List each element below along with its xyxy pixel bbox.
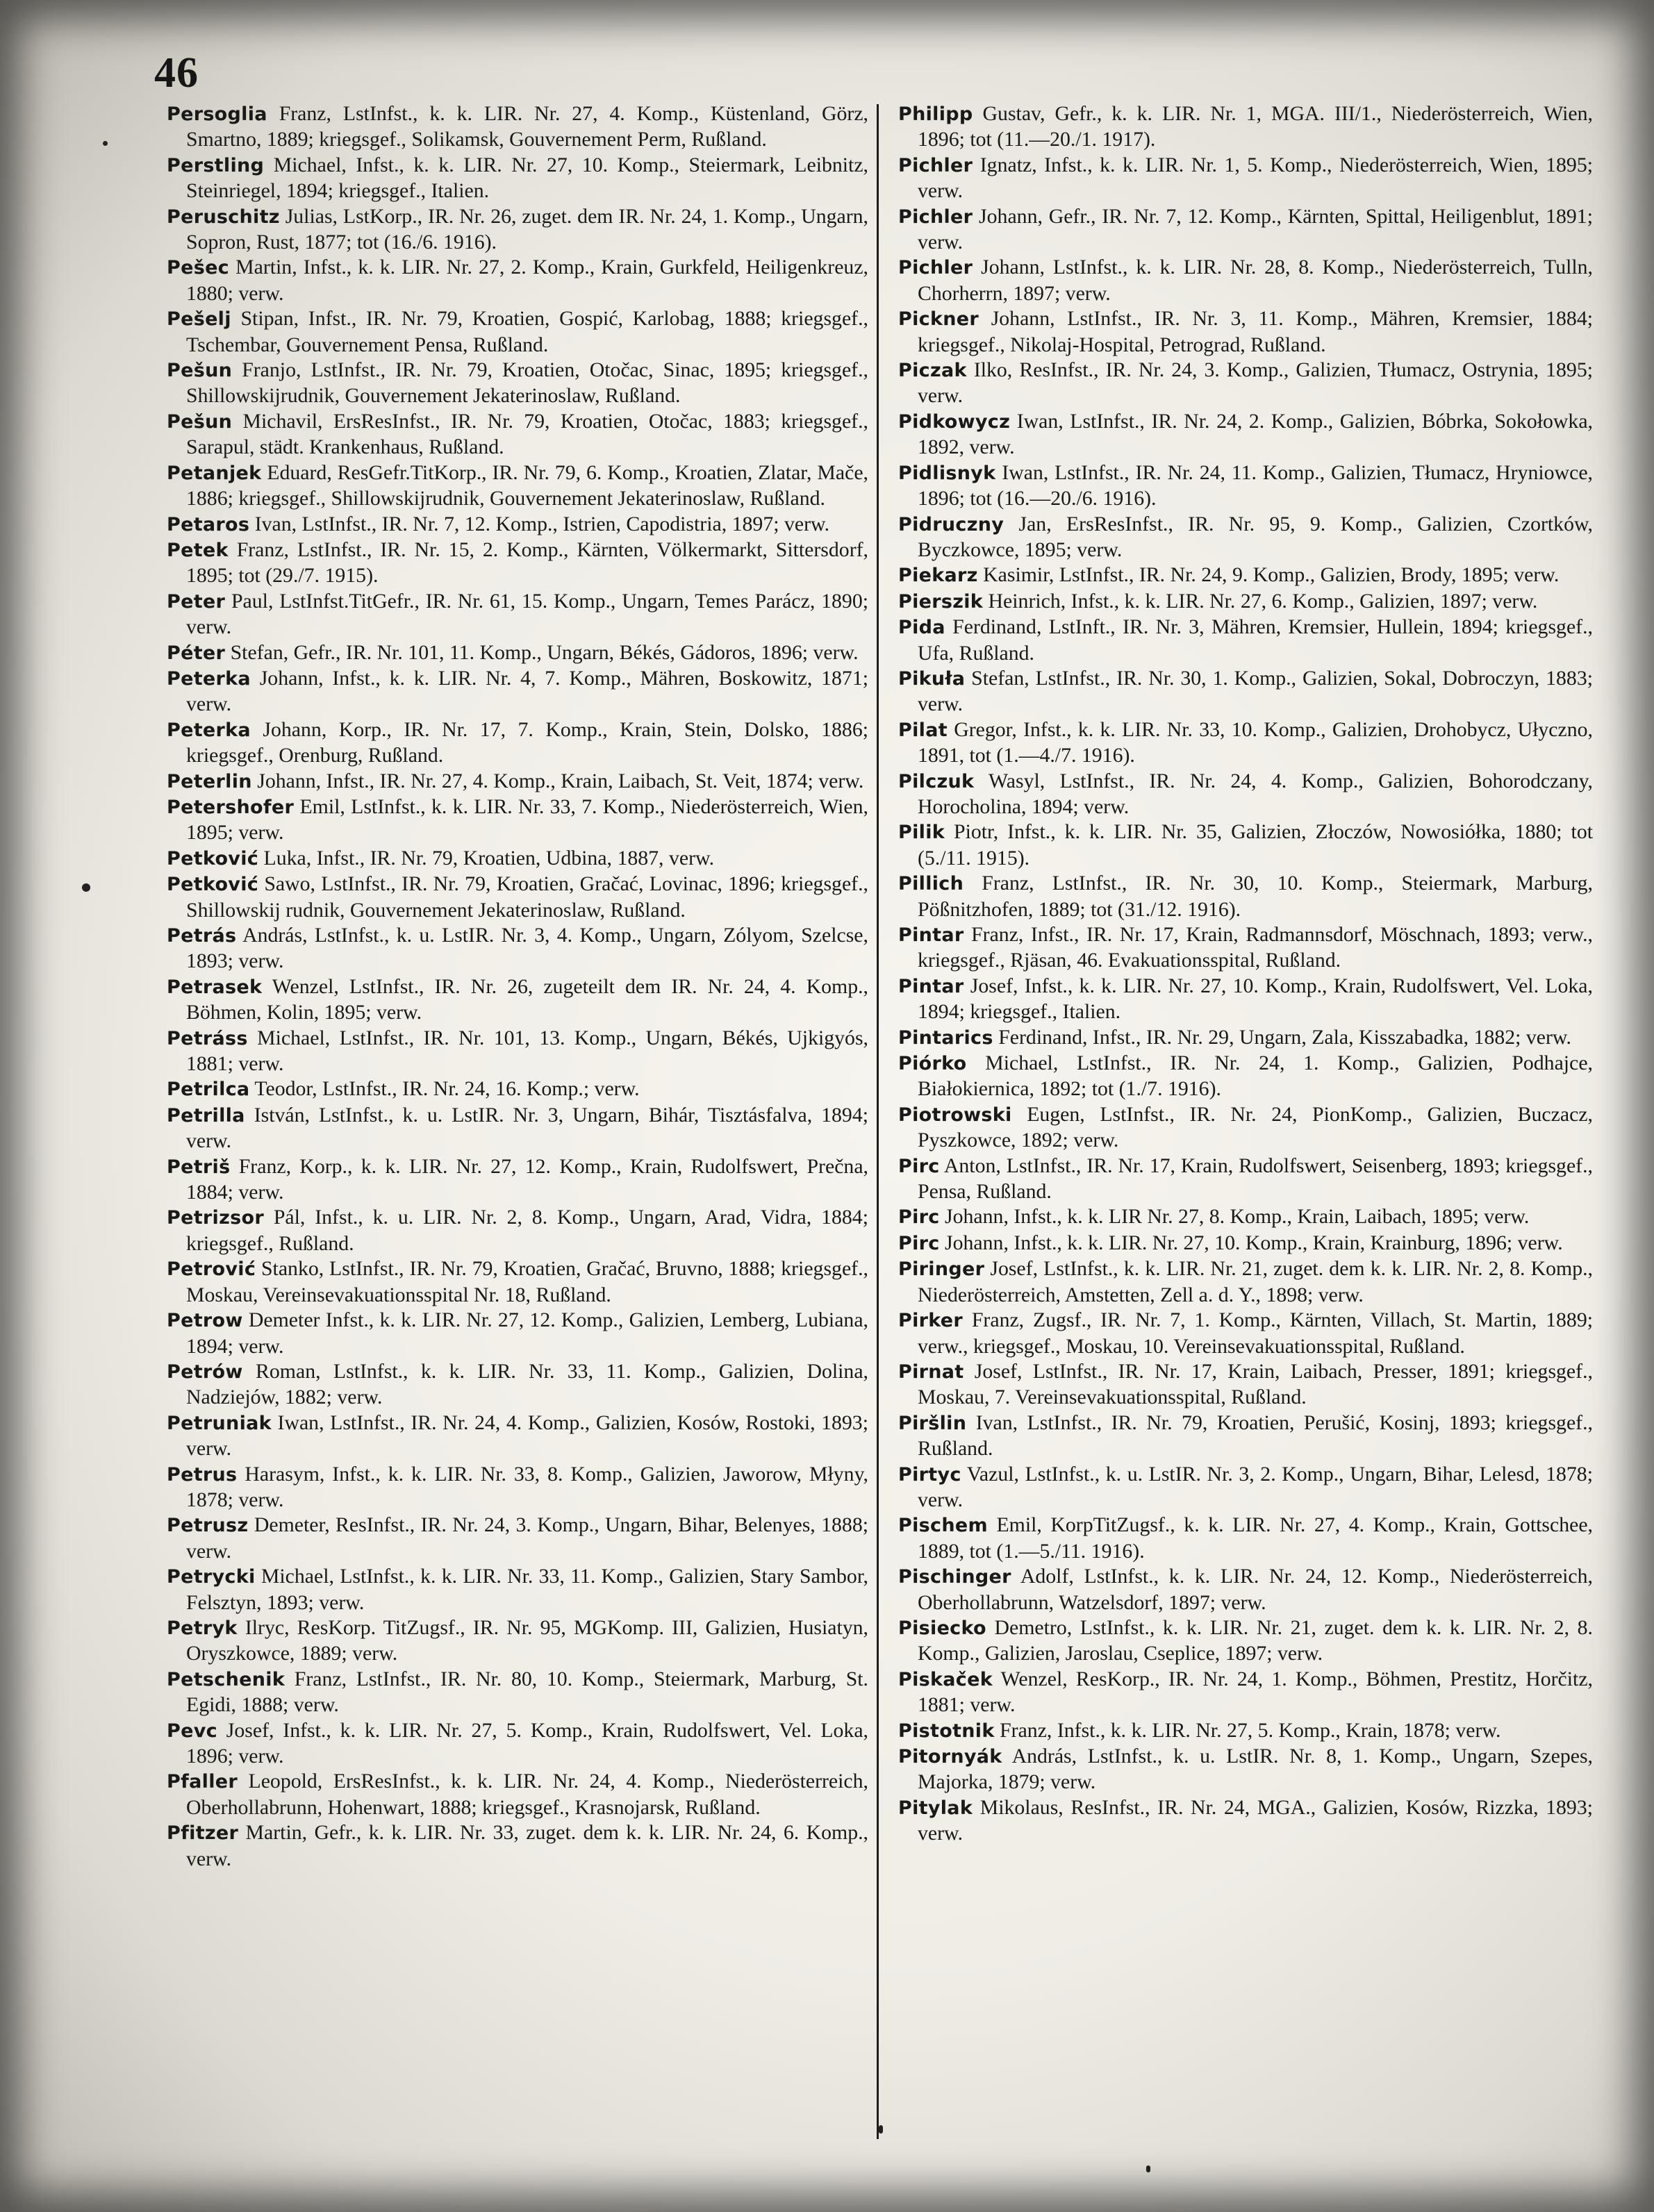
- entry-surname: Petrow: [167, 1310, 243, 1332]
- entry-details: Stefan, Gefr., IR. Nr. 101, 11. Komp., Ungarn, Békés, Gádoros, 1896; verw.: [230, 640, 859, 664]
- entry-details: Michael, LstInfst., IR. Nr. 101, 13. Komp., Ungarn, Békés, Ujkigyós, 1881; verw.: [186, 1026, 869, 1076]
- entry-surname: Petschenik: [167, 1668, 286, 1690]
- entry-details: Franz, Korp., k. k. LIR. Nr. 27, 12. Komp., Krain, Rudolfswert, Prečna, 1884; verw.: [186, 1154, 868, 1204]
- register-entry: [167, 640, 868, 666]
- entry-details: Piotr, Infst., k. k. LIR. Nr. 35, Galizien, Złoczów, Nowosiółka, 1880; tot (5./11. 1915).: [918, 820, 1593, 870]
- entry-surname: Pešun: [167, 410, 233, 433]
- register-entry: [167, 1411, 868, 1462]
- register-entry: [898, 1667, 1593, 1718]
- left-column: [167, 101, 868, 1872]
- register-entry: [167, 1154, 868, 1206]
- entry-surname: Pirc: [898, 1155, 940, 1177]
- entry-details: Franz, LstInfst., k. k. LIR. Nr. 27, 4. Komp., Küstenland, Görz, Smartno, 1889; kriegsgef., Solikamsk, Gouvernement Perm, Rußland.: [186, 102, 868, 151]
- entry-surname: Pešec: [167, 257, 229, 279]
- entry-surname: Pfitzer: [167, 1822, 239, 1845]
- entry-surname: Peterka: [167, 719, 251, 741]
- register-entry: [167, 153, 868, 204]
- register-entry: [898, 1256, 1593, 1308]
- register-entry: [898, 460, 1593, 512]
- register-entry: [167, 846, 868, 872]
- register-entry: [167, 795, 868, 846]
- register-entry: [898, 255, 1593, 306]
- entry-surname: Pirtyc: [898, 1463, 961, 1486]
- entry-surname: Piskaček: [898, 1668, 993, 1690]
- entry-details: Franjo, LstInfst., IR. Nr. 79, Kroatien, Otočac, Sinac, 1895; kriegsgef., Shillowskijrudnik, Gouvernement Jekaterinoslaw, Rußland.: [186, 358, 869, 408]
- right-column: [898, 101, 1593, 1847]
- entry-details: Michael, LstInfst., IR. Nr. 24, 1. Komp., Galizien, Podhajce, Białokiernica, 1892; tot (1./7. 1916).: [918, 1051, 1593, 1101]
- register-entry: [167, 1769, 868, 1820]
- entry-surname: Petrycki: [167, 1566, 256, 1588]
- entry-details: Josef, Infst., k. k. LIR. Nr. 27, 10. Komp., Krain, Rudolfswert, Vel. Loka, 1894; kriegsgef., Italien.: [918, 974, 1593, 1024]
- entry-details: Johann, Infst., IR. Nr. 27, 4. Komp., Krain, Laibach, St. Veit, 1874; verw.: [257, 769, 864, 792]
- entry-surname: Pichler: [898, 154, 973, 176]
- register-entry: [167, 1359, 868, 1411]
- ink-speck: [879, 2125, 883, 2134]
- entry-details: Franz, Zugsf., IR. Nr. 7, 1. Komp., Kärnten, Villach, St. Martin, 1889; verw., kriegsgef., Moskau, 10. Vereinsevakuationsspital, Rußland.: [918, 1308, 1593, 1358]
- entry-surname: Piekarz: [898, 565, 978, 587]
- entry-details: Franz, Infst., k. k. LIR. Nr. 27, 5. Komp., Krain, 1878; verw.: [1000, 1718, 1501, 1742]
- entry-surname: Pirc: [898, 1232, 940, 1254]
- entry-surname: Petráss: [167, 1027, 248, 1049]
- register-entry: [167, 769, 868, 795]
- register-entry: [898, 666, 1593, 717]
- entry-details: Ivan, LstInfst., IR. Nr. 7, 12. Komp., Istrien, Capodistria, 1897; verw.: [254, 512, 830, 535]
- entry-surname: Pistotnik: [898, 1720, 995, 1742]
- entry-surname: Pilik: [898, 822, 945, 844]
- entry-details: Franz, LstInfst., IR. Nr. 30, 10. Komp., Steiermark, Marburg, Pößnitzhofen, 1889; tot (31./12. 1916).: [918, 872, 1593, 921]
- entry-details: Demetro, LstInfst., k. k. LIR. Nr. 21, zuget. dem k. k. LIR. Nr. 2, 8. Komp., Galizien, Jaroslau, Cseplice, 1897; verw.: [918, 1615, 1593, 1665]
- entry-surname: Pirc: [898, 1206, 940, 1229]
- entry-details: Stanko, LstInfst., IR. Nr. 79, Kroatien, Gračać, Bruvno, 1888; kriegsgef., Moskau, Vereinsevakuationsspital Nr. 18, Rußland.: [186, 1257, 868, 1306]
- register-entry: [167, 974, 868, 1026]
- entry-details: Johann, LstInfst., k. k. LIR. Nr. 28, 8. Komp., Niederösterreich, Tulln, Chorherrn, 1897; verw.: [918, 256, 1594, 305]
- entry-details: Johann, Infst., k. k. LIR Nr. 27, 8. Komp., Krain, Laibach, 1895; verw.: [945, 1205, 1530, 1229]
- entry-surname: Petković: [167, 847, 259, 870]
- entry-surname: Petrilca: [167, 1079, 250, 1101]
- register-entry: [898, 101, 1593, 153]
- register-entry: [898, 871, 1593, 922]
- register-entry: [898, 306, 1593, 358]
- register-entry: [167, 872, 868, 923]
- entry-details: Leopold, ErsResInfst., k. k. LIR. Nr. 24, 4. Komp., Niederösterreich, Oberhollabrunn, Hohenwart, 1888; kriegsgef., Krasnojarsk, Rußland.: [186, 1770, 868, 1819]
- register-entry: [167, 409, 868, 460]
- register-entry: [167, 512, 868, 538]
- entry-details: Wasyl, LstInfst., IR. Nr. 24, 4. Komp., Galizien, Bohorodczany, Horocholina, 1894; verw.: [918, 769, 1594, 818]
- entry-details: Paul, LstInfst.TitGefr., IR. Nr. 61, 15. Komp., Ungarn, Temes Parácz, 1890; verw.: [186, 589, 868, 639]
- entry-details: Eugen, LstInfst., IR. Nr. 24, PionKomp., Galizien, Buczacz, Pyszkowce, 1892; verw.: [918, 1102, 1593, 1152]
- entry-details: Gustav, Gefr., k. k. LIR. Nr. 1, MGA. III/1., Niederösterreich, Wien, 1896; tot (11.—20./1. 1917).: [918, 102, 1593, 151]
- register-entry: [898, 1718, 1593, 1744]
- register-entry: [167, 1205, 868, 1256]
- entry-surname: Pichler: [898, 257, 973, 279]
- entry-surname: Pintarics: [898, 1026, 993, 1049]
- entry-details: Heinrich, Infst., k. k. LIR. Nr. 27, 6. Komp., Galizien, 1897; verw.: [988, 589, 1538, 613]
- entry-surname: Pilczuk: [898, 770, 975, 792]
- entry-details: András, LstInfst., k. u. LstIR. Nr. 3, 4. Komp., Ungarn, Zólyom, Szelcse, 1893; verw.: [186, 924, 868, 973]
- entry-details: Johann, Infst., k. k. LIR. Nr. 4, 7. Komp., Mähren, Boskowitz, 1871; verw.: [186, 666, 868, 716]
- entry-surname: Petrás: [167, 925, 237, 947]
- register-entry: [898, 1102, 1593, 1154]
- entry-surname: Pirker: [898, 1310, 964, 1332]
- register-entry: [898, 409, 1593, 460]
- entry-surname: Pešelj: [167, 308, 231, 331]
- register-entry: [167, 666, 868, 717]
- register-entry: [167, 1256, 868, 1308]
- entry-details: Wenzel, ResKorp., IR. Nr. 24, 1. Komp., Böhmen, Prestitz, Horčitz, 1881; verw.: [918, 1667, 1593, 1717]
- entry-surname: Perstling: [167, 154, 265, 176]
- register-entry: [898, 512, 1593, 563]
- entry-details: Franz, LstInfst., IR. Nr. 15, 2. Komp., Kärnten, Völkermarkt, Sittersdorf, 1895; tot (29./7. 1915).: [186, 538, 868, 588]
- ink-speck: [103, 141, 108, 146]
- entry-surname: Petek: [167, 539, 229, 561]
- entry-details: Adolf, LstInfst., k. k. LIR. Nr. 24, 12. Komp., Niederösterreich, Oberhollabrunn, Watzelsdorf, 1897; verw.: [918, 1565, 1593, 1614]
- entry-details: Ferdinand, Infst., IR. Nr. 29, Ungarn, Zala, Kisszabadka, 1882; verw.: [998, 1025, 1571, 1049]
- entry-surname: Petriš: [167, 1156, 231, 1178]
- entry-details: Josef, Infst., k. k. LIR. Nr. 27, 5. Komp., Krain, Rudolfswert, Vel. Loka, 1896; verw.: [186, 1718, 868, 1768]
- entry-details: Ferdinand, LstInft., IR. Nr. 3, Mähren, Kremsier, Hullein, 1894; kriegsgef., Ufa, Rußland.: [918, 615, 1593, 665]
- register-entry: [898, 922, 1593, 974]
- register-entry: [898, 1462, 1593, 1513]
- register-entry: [898, 717, 1593, 769]
- register-entry: [167, 1513, 868, 1564]
- entry-surname: Piczak: [898, 360, 967, 382]
- entry-surname: Petrów: [167, 1361, 243, 1383]
- register-entry: [167, 204, 868, 256]
- register-entry: [898, 589, 1593, 615]
- entry-surname: Pevc: [167, 1720, 217, 1742]
- entry-surname: Philipp: [898, 103, 973, 125]
- register-entry: [898, 1308, 1593, 1359]
- entry-surname: Pfaller: [167, 1771, 238, 1793]
- register-entry: [167, 1820, 868, 1872]
- entry-surname: Petrasek: [167, 976, 263, 998]
- entry-details: Josef, LstInfst., k. k. LIR. Nr. 21, zuget. dem k. k. LIR. Nr. 2, 8. Komp., Niederösterreich, Amstetten, Zell a. d. Y., 1898; verw.: [918, 1257, 1593, 1306]
- entry-details: Johann, Gefr., IR. Nr. 7, 12. Komp., Kärnten, Spittal, Heiligenblut, 1891; verw.: [918, 204, 1593, 254]
- register-entry: [898, 1359, 1593, 1411]
- entry-details: Iwan, LstInfst., IR. Nr. 24, 2. Komp., Galizien, Bóbrka, Sokołowka, 1892, verw.: [918, 409, 1593, 459]
- entry-details: Stipan, Infst., IR. Nr. 79, Kroatien, Gospić, Karlobag, 1888; kriegsgef., Tschembar, Gouvernement Pensa, Rußland.: [186, 307, 868, 356]
- register-entry: [167, 306, 868, 358]
- register-entry: [898, 1051, 1593, 1102]
- entry-surname: Pikuła: [898, 667, 966, 690]
- register-entry: [898, 615, 1593, 666]
- entry-surname: Pichler: [898, 206, 973, 228]
- entry-details: Franz, Infst., IR. Nr. 17, Krain, Radmannsdorf, Möschnach, 1893; verw., kriegsgef., Rjäsan, 46. Evakuationsspital, Rußland.: [918, 923, 1593, 972]
- register-entry: [167, 589, 868, 640]
- entry-details: Pál, Infst., k. u. LIR. Nr. 2, 8. Komp., Ungarn, Arad, Vidra, 1884; kriegsgef., Rußland.: [186, 1206, 868, 1255]
- entry-surname: Pischem: [898, 1515, 988, 1537]
- entry-surname: Pickner: [898, 308, 979, 331]
- entry-surname: Pidkowycz: [898, 410, 1011, 433]
- register-entry: [167, 1718, 868, 1770]
- entry-details: Martin, Infst., k. k. LIR. Nr. 27, 2. Komp., Krain, Gurkfeld, Heiligenkreuz, 1880; verw.: [186, 256, 868, 305]
- entry-details: Jan, ErsResInfst., IR. Nr. 95, 9. Komp., Galizien, Czortków, Byczkowce, 1895; verw.: [918, 512, 1594, 561]
- entry-surname: Peter: [167, 590, 226, 613]
- entry-surname: Petrović: [167, 1258, 256, 1281]
- entry-details: Kasimir, LstInfst., IR. Nr. 24, 9. Komp., Galizien, Brody, 1895; verw.: [983, 563, 1560, 587]
- register-entry: [167, 1103, 868, 1154]
- entry-details: Johann, Infst., k. k. LIR. Nr. 27, 10. Komp., Krain, Krainburg, 1896; verw.: [945, 1231, 1563, 1254]
- entry-details: Mikolaus, ResInfst., IR. Nr. 24, MGA., Galizien, Kosów, Rizzka, 1893; verw.: [918, 1795, 1594, 1845]
- entry-surname: Pirnat: [898, 1361, 964, 1383]
- entry-details: Teodor, LstInfst., IR. Nr. 24, 16. Komp.; verw.: [254, 1077, 640, 1101]
- entry-surname: Pešun: [167, 360, 233, 382]
- entry-details: Demeter, ResInfst., IR. Nr. 24, 3. Komp., Ungarn, Bihar, Belenyes, 1888; verw.: [186, 1513, 868, 1563]
- register-entry: [167, 1564, 868, 1615]
- entry-details: Anton, LstInfst., IR. Nr. 17, Krain, Rudolfswert, Seisenberg, 1893; kriegsgef., Pensa, Rußland.: [918, 1154, 1594, 1204]
- register-entry: [898, 820, 1593, 871]
- entry-surname: Piotrowski: [898, 1104, 1012, 1126]
- entry-surname: Piórko: [898, 1053, 967, 1075]
- entry-details: Roman, LstInfst., k. k. LIR. Nr. 33, 11. Komp., Galizien, Dolina, Nadziejów, 1882; verw.: [186, 1359, 869, 1409]
- register-entry: [167, 1667, 868, 1718]
- entry-surname: Petrilla: [167, 1104, 245, 1126]
- entry-details: Michavil, ErsResInfst., IR. Nr. 79, Kroatien, Otočac, 1883; kriegsgef., Sarapul, städt. Krankenhaus, Rußland.: [186, 409, 868, 459]
- entry-details: Iwan, LstInfst., IR. Nr. 24, 4. Komp., Galizien, Kosów, Rostoki, 1893; verw.: [186, 1411, 868, 1461]
- register-entry: [167, 1462, 868, 1513]
- entry-details: András, LstInfst., k. u. LstIR. Nr. 8, 1. Komp., Ungarn, Szepes, Majorka, 1879; verw.: [918, 1745, 1593, 1794]
- register-entry: [167, 1076, 868, 1102]
- ink-speck: [1146, 2165, 1150, 2172]
- entry-details: Harasym, Infst., k. k. LIR. Nr. 33, 8. Komp., Galizien, Jaworow, Młyny, 1878; verw.: [186, 1462, 868, 1511]
- register-entry: [898, 204, 1593, 256]
- entry-details: Martin, Gefr., k. k. LIR. Nr. 33, zuget. dem k. k. LIR. Nr. 24, 6. Komp., verw.: [186, 1821, 868, 1870]
- register-entry: [898, 1154, 1593, 1205]
- entry-details: Stefan, LstInfst., IR. Nr. 30, 1. Komp., Galizien, Sokal, Dobroczyn, 1883; verw.: [918, 666, 1593, 716]
- register-entry: [898, 1615, 1593, 1667]
- entry-surname: Persoglia: [167, 103, 267, 125]
- entry-surname: Pilat: [898, 719, 948, 741]
- entry-details: Eduard, ResGefr.TitKorp., IR. Nr. 79, 6. Komp., Kroatien, Zlatar, Mače, 1886; kriegsgef., Shillowskijrudnik, Gouvernement Jekaterinoslaw, Rußland.: [186, 460, 868, 510]
- entry-details: István, LstInfst., k. u. LstIR. Nr. 3, Ungarn, Bihár, Tisztásfalva, 1894; verw.: [186, 1103, 869, 1153]
- register-entry: [167, 255, 868, 306]
- entry-surname: Pidruczny: [898, 513, 1004, 535]
- entry-details: Johann, LstInfst., IR. Nr. 3, 11. Komp., Mähren, Kremsier, 1884; kriegsgef., Nikolaj-Hospital, Petrograd, Rußland.: [918, 307, 1593, 356]
- entry-details: Josef, LstInfst., IR. Nr. 17, Krain, Laibach, Presser, 1891; kriegsgef., Moskau, 7. Vereinsevakuationsspital, Rußland.: [918, 1359, 1593, 1409]
- register-entry: [898, 1025, 1593, 1051]
- entry-surname: Péter: [167, 642, 226, 664]
- entry-details: Luka, Infst., IR. Nr. 79, Kroatien, Udbina, 1887, verw.: [263, 846, 715, 870]
- entry-surname: Piršlin: [898, 1412, 967, 1434]
- entry-details: Ilryc, ResKorp. TitZugsf., IR. Nr. 95, MGKomp. III, Galizien, Husiatyn, Oryszkowce, 1889; verw.: [186, 1615, 868, 1665]
- register-entry: [167, 460, 868, 512]
- entry-surname: Petaros: [167, 513, 250, 535]
- entry-surname: Peterlin: [167, 770, 252, 792]
- page-number: 46: [154, 49, 199, 97]
- entry-surname: Petrus: [167, 1463, 238, 1486]
- entry-details: Gregor, Infst., k. k. LIR. Nr. 33, 10. Komp., Galizien, Drohobycz, Ułyczno, 1891, tot (1.—4./7. 1916).: [918, 717, 1593, 767]
- entry-surname: Petanjek: [167, 462, 262, 484]
- entry-surname: Pitylak: [898, 1797, 973, 1819]
- entry-surname: Petryk: [167, 1617, 238, 1639]
- register-entry: [898, 1795, 1593, 1847]
- entry-surname: Petković: [167, 874, 259, 896]
- entry-surname: Pintar: [898, 975, 964, 997]
- entry-details: Iwan, LstInfst., IR. Nr. 24, 11. Komp., Galizien, Tłumacz, Hryniowce, 1896; tot (16.—20./6. 1916).: [918, 460, 1593, 510]
- entry-surname: Pida: [898, 617, 945, 639]
- entry-surname: Peterka: [167, 667, 251, 690]
- register-entry: [898, 563, 1593, 588]
- entry-details: Franz, LstInfst., IR. Nr. 80, 10. Komp., Steiermark, Marburg, St. Egidi, 1888; verw.: [186, 1667, 868, 1717]
- register-entry: [167, 358, 868, 409]
- register-entry: [167, 1615, 868, 1667]
- entry-surname: Pisiecko: [898, 1617, 986, 1639]
- entry-details: Johann, Korp., IR. Nr. 17, 7. Komp., Krain, Stein, Dolsko, 1886; kriegsgef., Orenburg, Rußland.: [186, 717, 869, 767]
- entry-details: Emil, LstInfst., k. k. LIR. Nr. 33, 7. Komp., Niederösterreich, Wien, 1895; verw.: [186, 795, 868, 845]
- entry-surname: Peruschitz: [167, 206, 280, 228]
- entry-surname: Pischinger: [898, 1566, 1011, 1588]
- register-entry: [167, 101, 868, 153]
- entry-details: Ilko, ResInfst., IR. Nr. 24, 3. Komp., Galizien, Tłumacz, Ostrynia, 1895; verw.: [918, 358, 1593, 408]
- entry-surname: Piringer: [898, 1258, 985, 1281]
- entry-details: Sawo, LstInfst., IR. Nr. 79, Kroatien, Gračać, Lovinac, 1896; kriegsgef., Shillowskij rudnik, Gouvernement Jekaterinoslaw, Rußland.: [186, 872, 869, 922]
- register-entry: [898, 1744, 1593, 1795]
- register-entry: [898, 358, 1593, 409]
- entry-details: Demeter Infst., k. k. LIR. Nr. 27, 12. Komp., Galizien, Lemberg, Lubiana, 1894; verw.: [186, 1308, 868, 1358]
- entry-surname: Petershofer: [167, 796, 295, 818]
- entry-surname: Pitornyák: [898, 1746, 1002, 1768]
- entry-surname: Petruniak: [167, 1412, 272, 1434]
- entry-details: Michael, LstInfst., k. k. LIR. Nr. 33, 11. Komp., Galizien, Stary Sambor, Felsztyn, 1893; verw.: [186, 1565, 869, 1614]
- entry-surname: Pidlisnyk: [898, 462, 996, 484]
- entry-details: Vazul, LstInfst., k. u. LstIR. Nr. 3, 2. Komp., Ungarn, Bihar, Lelesd, 1878; verw.: [918, 1462, 1593, 1511]
- entry-details: Ivan, LstInfst., IR. Nr. 79, Kroatien, Perušić, Kosinj, 1893; kriegsgef., Rußland.: [918, 1411, 1594, 1461]
- entry-details: Ignatz, Infst., k. k. LIR. Nr. 1, 5. Komp., Niederösterreich, Wien, 1895; verw.: [918, 153, 1593, 203]
- register-entry: [167, 923, 868, 974]
- entry-details: Emil, KorpTitZugsf., k. k. LIR. Nr. 27, 4. Komp., Krain, Gottschee, 1889, tot (1.—5./11. 1916).: [918, 1513, 1594, 1563]
- register-entry: [898, 153, 1593, 204]
- column-divider: [877, 104, 879, 2139]
- register-entry: [898, 1204, 1593, 1230]
- register-entry: [898, 1564, 1593, 1615]
- register-entry: [167, 717, 868, 769]
- entry-details: Julias, LstKorp., IR. Nr. 26, zuget. dem IR. Nr. 24, 1. Komp., Ungarn, Sopron, Rust, 1877; tot (16./6. 1916).: [186, 204, 868, 254]
- entry-surname: Petrusz: [167, 1515, 249, 1537]
- ink-speck: [82, 883, 90, 892]
- entry-surname: Pintar: [898, 924, 964, 946]
- entry-details: Michael, Infst., k. k. LIR. Nr. 27, 10. Komp., Steiermark, Leibnitz, Steinriegel, 1894; kriegsgef., Italien.: [186, 153, 869, 203]
- register-entry: [898, 1513, 1593, 1564]
- entry-surname: Petrizsor: [167, 1207, 264, 1229]
- register-entry: [167, 538, 868, 589]
- register-entry: [898, 1411, 1593, 1462]
- register-entry: [898, 769, 1593, 820]
- entry-details: Wenzel, LstInfst., IR. Nr. 26, zugeteilt dem IR. Nr. 24, 4. Komp., Böhmen, Kolin, 1895; verw.: [186, 974, 868, 1024]
- register-entry: [167, 1308, 868, 1359]
- register-entry: [898, 974, 1593, 1025]
- entry-surname: Pierszik: [898, 590, 984, 613]
- entry-surname: Pillich: [898, 873, 964, 895]
- register-entry: [167, 1026, 868, 1077]
- register-entry: [898, 1231, 1593, 1256]
